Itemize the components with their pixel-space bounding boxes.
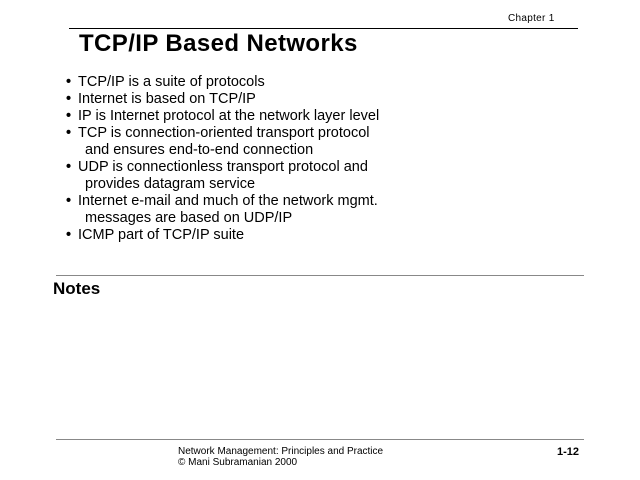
header-divider [69,28,578,29]
bullet-list [66,74,596,244]
footer-book-title: Network Management: Principles and Practice [178,446,384,457]
bullet-item [66,227,596,244]
bullet-item [66,125,596,159]
footer-credits [178,446,383,468]
bullet-item [66,74,596,91]
chapter-label: Chapter 1 [508,13,555,24]
bullet-text-continuation: provides datagram service [85,176,256,192]
footer-copyright: © Mani Subramanian 2000 [178,457,298,468]
bullet-text-continuation: and ensures end-to-end connection [85,142,314,158]
bullet-dot-icon: • [66,74,72,90]
bullet-text: TCP/IP is a suite of protocols [78,74,265,90]
page-number: 1-12 [557,446,580,458]
notes-heading: Notes [53,279,101,298]
bullet-text: Internet e-mail and much of the network mgmt. [78,193,378,209]
bullet-dot-icon: • [66,193,72,209]
bullet-dot-icon: • [66,227,72,243]
bullet-dot-icon: • [66,125,72,141]
bullet-text: UDP is connectionless transport protocol and [78,159,368,175]
bullet-text: ICMP part of TCP/IP suite [78,227,245,243]
slide-title: TCP/IP Based Networks [79,30,358,57]
bullet-item [66,108,596,125]
bullet-item [66,159,596,193]
bullet-item [66,91,596,108]
bullet-text: TCP is connection-oriented transport protocol [78,125,370,141]
bullet-dot-icon: • [66,108,72,124]
footer-divider [56,439,584,440]
bullet-text: Internet is based on TCP/IP [78,91,256,107]
bullet-text-continuation: messages are based on UDP/IP [85,210,293,226]
bullet-dot-icon: • [66,159,72,175]
bullet-dot-icon: • [66,91,72,107]
bullet-item [66,193,596,227]
notes-divider [56,275,584,276]
bullet-text: IP is Internet protocol at the network layer level [78,108,380,124]
